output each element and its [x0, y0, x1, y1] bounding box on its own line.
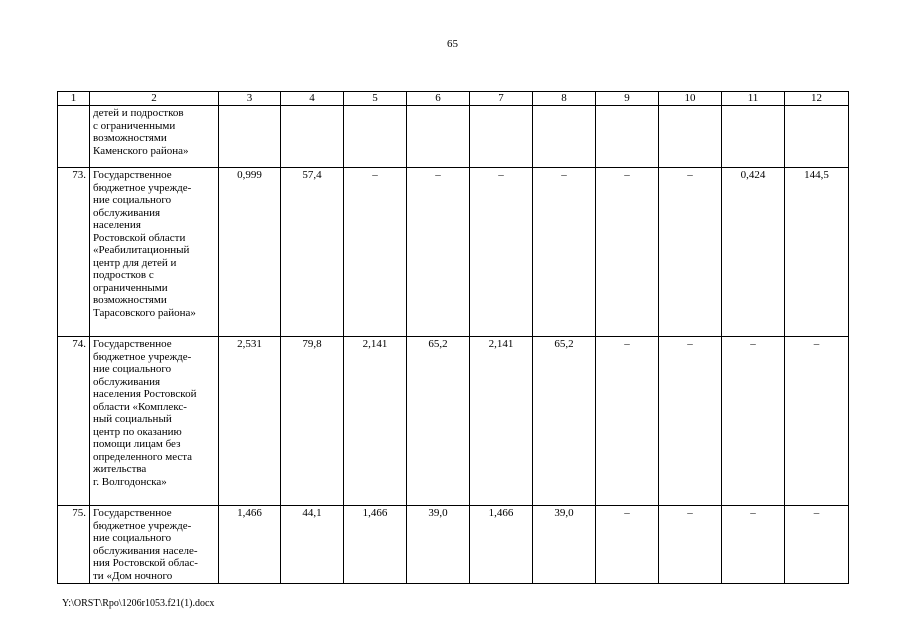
- column-header: 6: [407, 92, 470, 106]
- table-cell: 65,2: [533, 337, 596, 506]
- column-header: 5: [344, 92, 407, 106]
- table-cell: 2,531: [219, 337, 281, 506]
- institution-name: Государственное бюджетное учрежде- ние социального обслуживания населе- ния Ростовской облас- ти «Дом ночного: [90, 506, 219, 584]
- row-number: 74.: [58, 337, 90, 506]
- table-cell: 65,2: [407, 337, 470, 506]
- column-header: 10: [659, 92, 722, 106]
- table-cell: 0,999: [219, 168, 281, 337]
- table-cell: [596, 106, 659, 168]
- data-table: [57, 91, 849, 584]
- table-cell: 57,4: [281, 168, 344, 337]
- table-cell: [407, 106, 470, 168]
- table-cell: –: [596, 337, 659, 506]
- table-cell: –: [722, 337, 785, 506]
- table-cell: [281, 106, 344, 168]
- column-header: 1: [58, 92, 90, 106]
- table-cell: –: [785, 506, 849, 584]
- table-cell: 2,141: [470, 337, 533, 506]
- table-row: [58, 337, 849, 506]
- column-header: 11: [722, 92, 785, 106]
- table-cell: 79,8: [281, 337, 344, 506]
- column-header: 7: [470, 92, 533, 106]
- table-cell: [344, 106, 407, 168]
- table-cell: 1,466: [344, 506, 407, 584]
- table-cell: [722, 106, 785, 168]
- column-header: 8: [533, 92, 596, 106]
- table-cell: 2,141: [344, 337, 407, 506]
- column-header: 2: [90, 92, 219, 106]
- table-cell: –: [470, 168, 533, 337]
- row-number: 75.: [58, 506, 90, 584]
- table-cell: –: [596, 168, 659, 337]
- table-cell: –: [659, 337, 722, 506]
- page-number: 65: [447, 38, 458, 50]
- table-row: [58, 168, 849, 337]
- table-cell: [470, 106, 533, 168]
- table-cell: –: [659, 168, 722, 337]
- table-cell: [659, 106, 722, 168]
- table-header-row: [58, 92, 849, 106]
- table-cell: 0,424: [722, 168, 785, 337]
- table-cell: 44,1: [281, 506, 344, 584]
- table-cell: –: [533, 168, 596, 337]
- table-cell: 144,5: [785, 168, 849, 337]
- table-cell: –: [785, 337, 849, 506]
- column-header: 3: [219, 92, 281, 106]
- row-number: 73.: [58, 168, 90, 337]
- table-cell: –: [722, 506, 785, 584]
- table-row: [58, 506, 849, 584]
- institution-name: Государственное бюджетное учрежде- ние социального обслуживания населения Ростовской области «Реабилитационный центр для детей и подростков с ограниченными возможностями Тарасовского района»: [90, 168, 219, 337]
- table-cell: [533, 106, 596, 168]
- table-cell: –: [659, 506, 722, 584]
- table-cell: 39,0: [533, 506, 596, 584]
- table-row: [58, 106, 849, 168]
- table-cell: –: [407, 168, 470, 337]
- table-cell: [219, 106, 281, 168]
- row-number: [58, 106, 90, 168]
- file-path-footer: Y:\ORST\Rpo\1206r1053.f21(1).docx: [62, 598, 215, 609]
- table-cell: –: [344, 168, 407, 337]
- table-cell: 1,466: [470, 506, 533, 584]
- table-cell: 39,0: [407, 506, 470, 584]
- table-cell: [785, 106, 849, 168]
- institution-name: детей и подростков с ограниченными возможностями Каменского района»: [90, 106, 219, 168]
- column-header: 9: [596, 92, 659, 106]
- table-cell: –: [596, 506, 659, 584]
- column-header: 12: [785, 92, 849, 106]
- institution-name: Государственное бюджетное учрежде- ние социального обслуживания населения Ростовской области «Комплекс- ный социальный центр по оказанию помощи лицам без определенного места жительства г. Волгодонска»: [90, 337, 219, 506]
- table-cell: 1,466: [219, 506, 281, 584]
- column-header: 4: [281, 92, 344, 106]
